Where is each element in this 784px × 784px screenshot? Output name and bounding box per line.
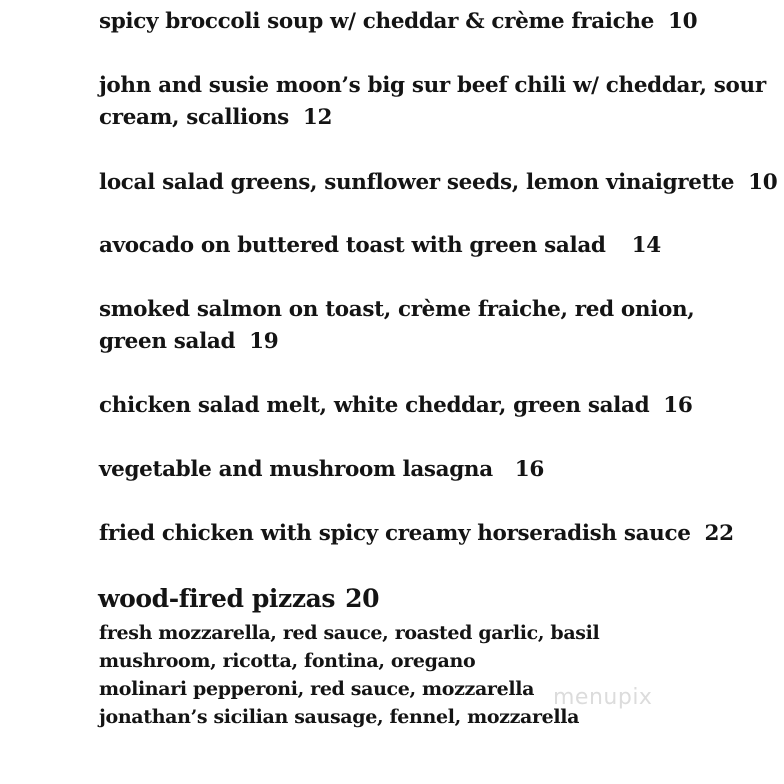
pizza-option: mushroom, ricotta, fontina, oregano [99,650,476,672]
menu-item [99,167,777,199]
menu-item [99,6,697,38]
menu-item [99,518,734,550]
menu-item [99,230,661,262]
menu-item-name-line2: green salad [99,329,236,354]
menu-item-price: 22 [704,521,734,546]
menu-item-name: fried chicken with spicy creamy horseradish sauce [99,521,691,546]
menu-item-name: vegetable and mushroom lasagna [99,457,493,482]
pizza-option: jonathan’s sicilian sausage, fennel, mozzarella [99,706,580,728]
section-title: wood-fired pizzas [98,584,336,613]
menu-item-price: 12 [302,105,333,130]
pizza-option: molinari pepperoni, red sauce, mozzarella [99,678,535,700]
menu-item-price: 16 [514,457,545,482]
menu-item-name-line1: smoked salmon on toast, crème fraiche, red onion, [99,297,695,322]
menu-item [99,70,766,134]
menu-item-name: chicken salad melt, white cheddar, green salad [99,393,650,418]
section-price: 20 [345,584,380,613]
menu-item-price: 16 [663,393,693,418]
menu-item-price: 10 [667,9,698,34]
menu-item-name: avocado on buttered toast with green salad [99,233,606,258]
section-heading-pizzas [98,582,379,616]
menu-item-name-line2: cream, scallions [99,105,289,130]
menu-item [99,454,544,486]
menu-item-price: 19 [249,329,279,354]
menu-item-name: spicy broccoli soup w/ cheddar & crème fraiche [99,9,654,34]
menu-item-name-line1: john and susie moon’s big sur beef chili w/ cheddar, sour [99,73,766,98]
menu-item-price: 10 [748,170,778,195]
menu-item-name: local salad greens, sunflower seeds, lemon vinaigrette [99,170,735,195]
watermark: menupix [553,685,653,710]
pizza-options-list [99,619,599,731]
menu-item [99,390,693,422]
menu-item [99,294,694,358]
menu-item-price: 14 [631,233,661,258]
pizza-option: fresh mozzarella, red sauce, roasted garlic, basil [99,622,600,644]
